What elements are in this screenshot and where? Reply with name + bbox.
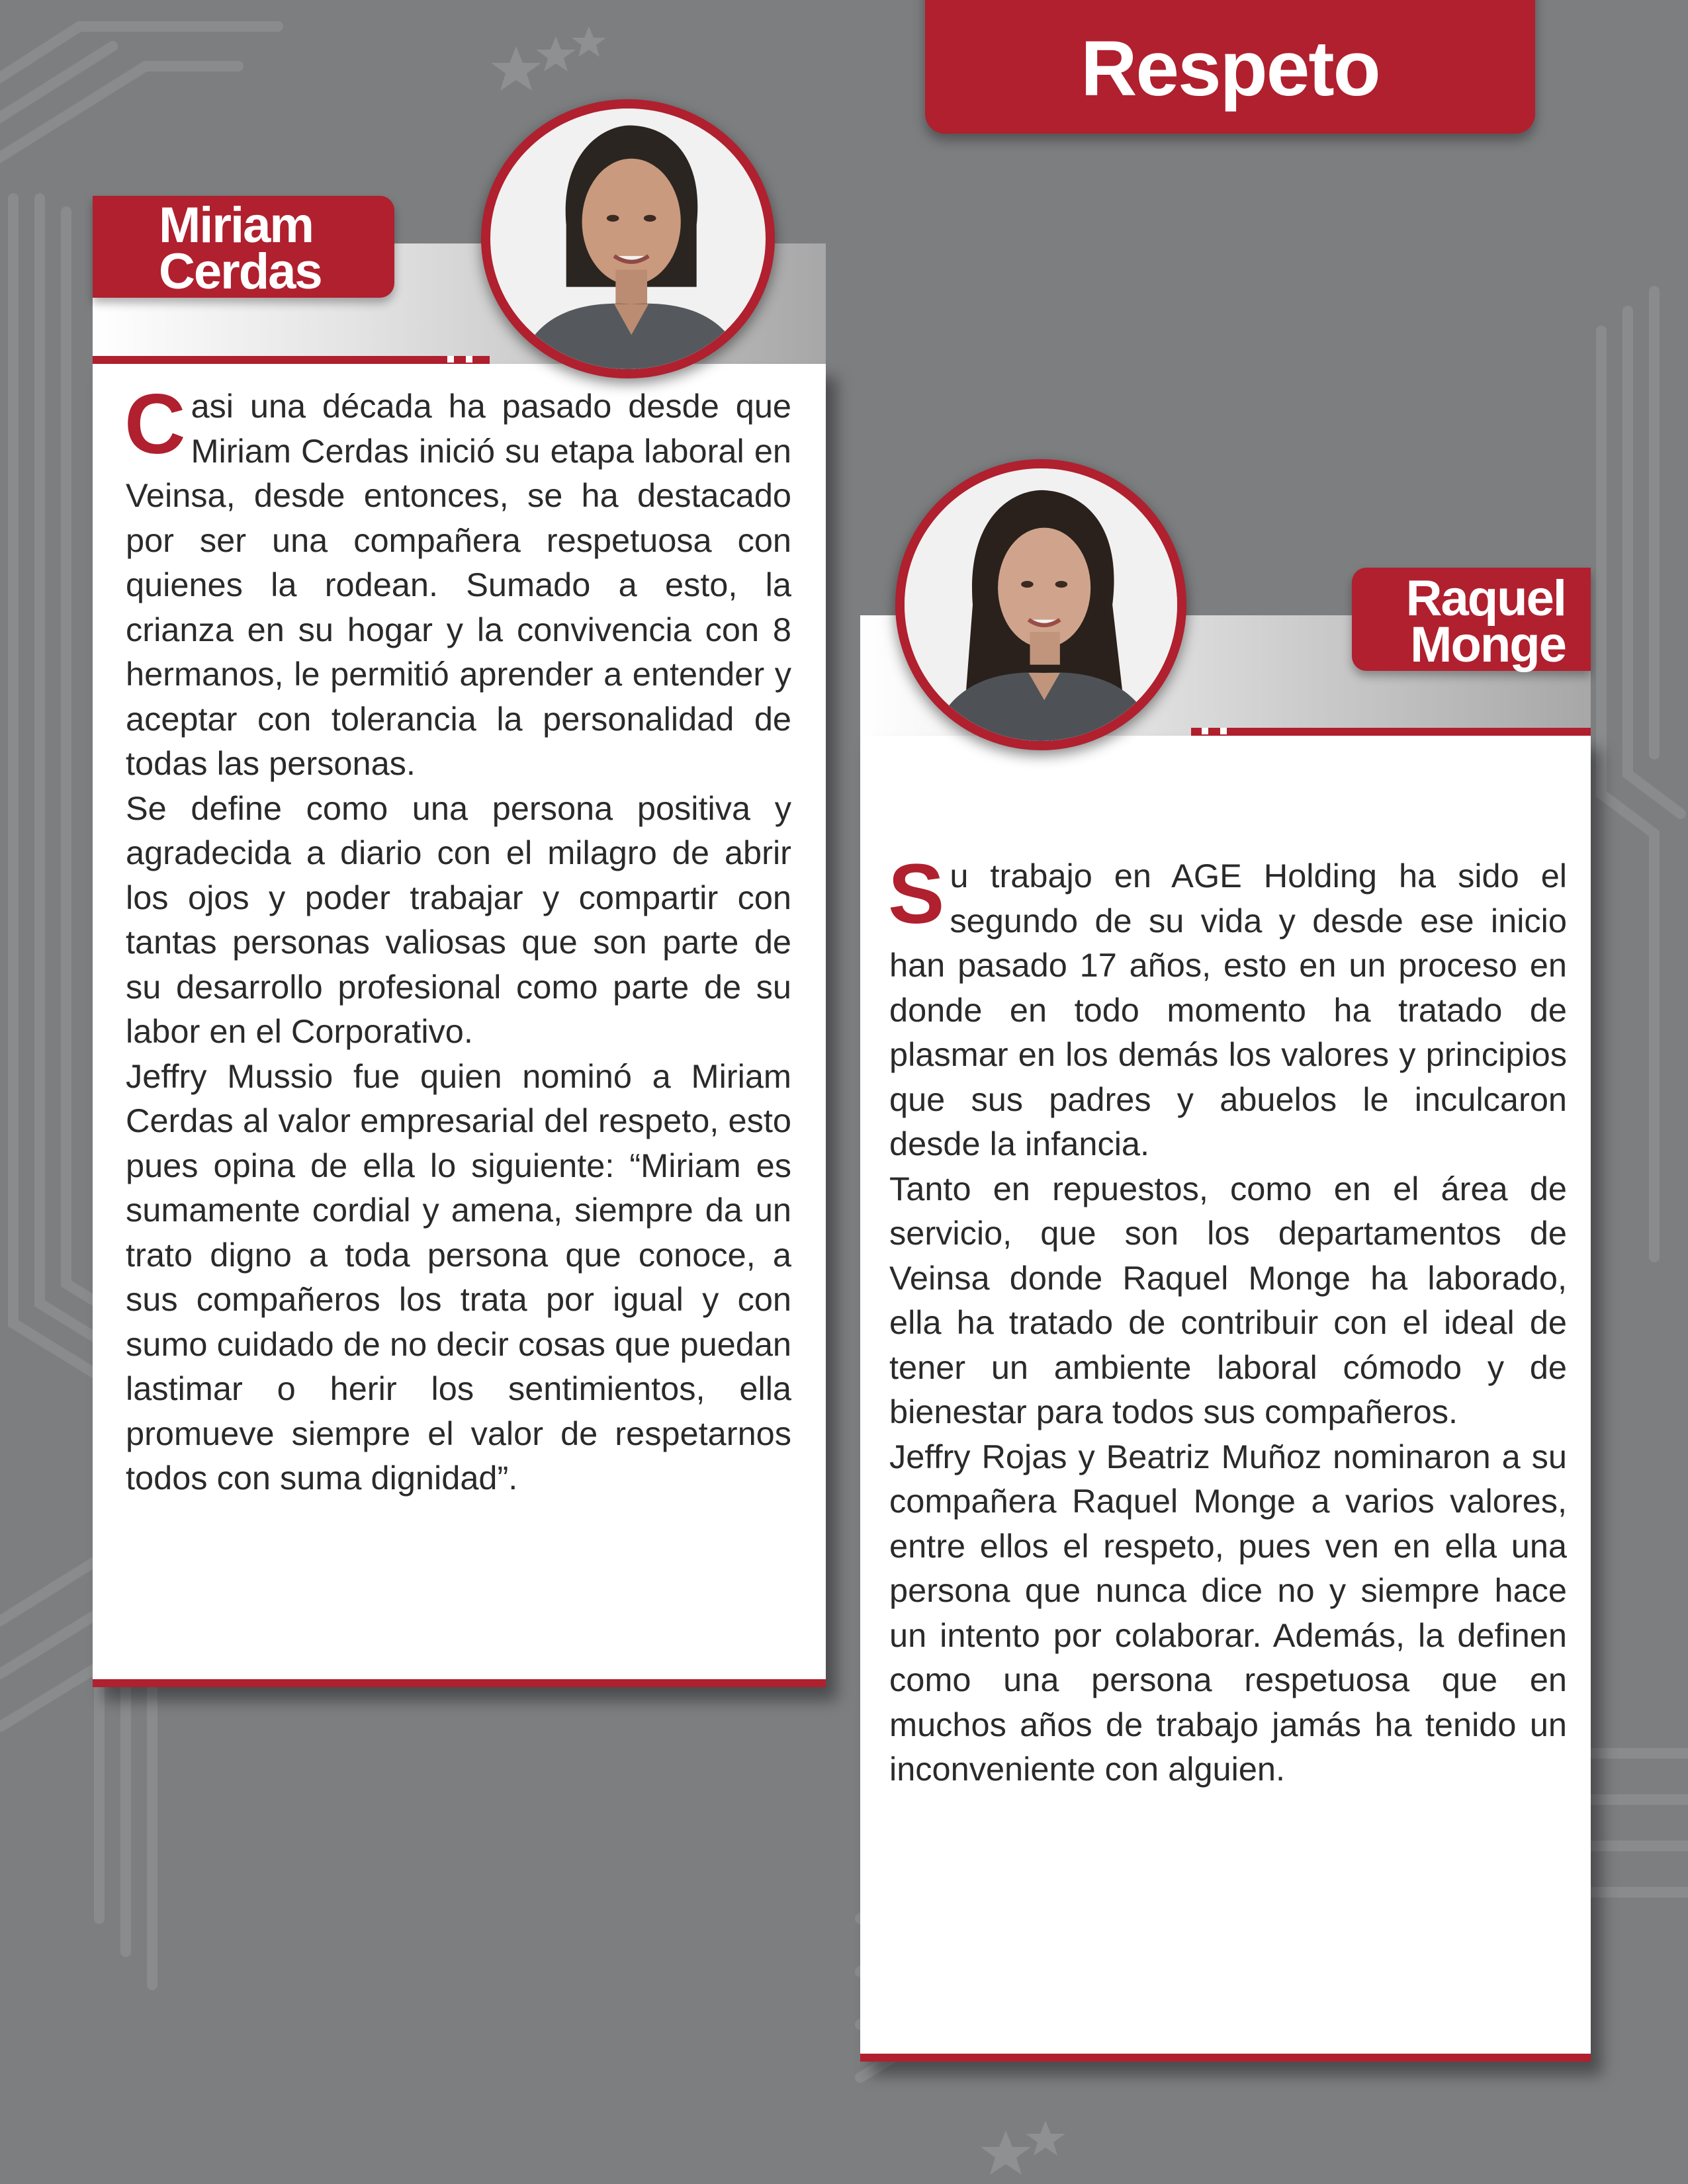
page-title: Respeto	[1081, 25, 1380, 112]
portrait-photo-icon	[490, 109, 766, 369]
paragraph: Se define como una persona positiva y agradecida a diario con el milagro de abrir los ojos y poder trabajar y compartir con tantas personas valiosas que son parte de su desarrollo profesional como parte de su labor en el Corporativo.	[126, 789, 791, 1050]
header-dot	[447, 356, 454, 363]
paragraph: Jeffry Rojas y Beatriz Muñoz nominaron a su compañera Raquel Monge a varios valores, entre ellos el respeto, pues ven en ella una persona que nunca dice no y siempre hace un intento por colaborar. Además, la definen como una persona respetuosa que en muchos años de trabajo jamás ha tenido un inconveniente con alguien.	[889, 1437, 1567, 1788]
header-accent-line	[93, 356, 457, 364]
header-dot	[1220, 728, 1227, 734]
portrait-photo-miriam	[481, 99, 775, 378]
profile-card-miriam	[93, 364, 826, 1687]
first-name: Raquel	[1405, 570, 1566, 627]
profile-text-raquel	[888, 847, 1567, 1792]
header-dot	[1202, 728, 1208, 734]
paragraph: Tanto en repuestos, como en el área de servicio, que son los departamentos de Veinsa donde Raquel Monge ha laborado, ella ha tratado de contribuir con el ideal de tener un ambiente laboral cómodo y de bienestar para todos sus compañeros.	[889, 1169, 1567, 1430]
last-name: Cerdas	[159, 243, 322, 300]
paragraph: u trabajo en AGE Holding ha sido el segundo de su vida y desde ese inicio han pasado 17 años, esto en un proceso en donde en todo momento ha tratado de plasmar en los demás los valores y principios que sus padres y abuelos le inculcaron desde la infancia.	[889, 857, 1567, 1162]
last-name: Monge	[1410, 617, 1566, 673]
header-accent-dash	[437, 356, 490, 364]
header-dot	[466, 356, 472, 363]
drop-cap: C	[124, 377, 186, 472]
profile-text-miriam	[124, 377, 791, 1501]
title-tab	[925, 0, 1535, 134]
paragraph: Jeffry Mussio fue quien nominó a Miriam Cerdas al valor empresarial del respeto, esto pues opina de ella lo siguiente: “Miriam es sumamente cordial y amena, siempre da un trato digno a toda persona que conoce, a sus compañeros los trata por igual y con sumo cuidado de no decir cosas que puedan lastimar o herir los sentimientos, ella promueve siempre el valor de respetarnos todos con suma dignidad”.	[126, 1057, 791, 1497]
name-tag-raquel	[1352, 568, 1591, 671]
portrait-photo-raquel	[895, 459, 1186, 750]
header-accent-dash	[1191, 728, 1244, 736]
profile-card-raquel	[860, 736, 1591, 2062]
first-name: Miriam	[159, 197, 313, 253]
drop-cap: S	[888, 847, 945, 941]
portrait-photo-icon	[905, 468, 1177, 741]
name-tag-miriam	[93, 196, 394, 298]
header-accent-line	[1224, 728, 1591, 736]
paragraph: asi una década ha pasado desde que Miriam Cerdas inició su etapa laboral en Veinsa, desde entonces, se ha destacado por ser una compañera respetuosa con quienes la rodean. Sumado a esto, la crianza en su hogar y la convivencia con 8 hermanos, le permitió aprender a entender y aceptar con tolerancia la personalidad de todas las personas.	[126, 387, 791, 782]
